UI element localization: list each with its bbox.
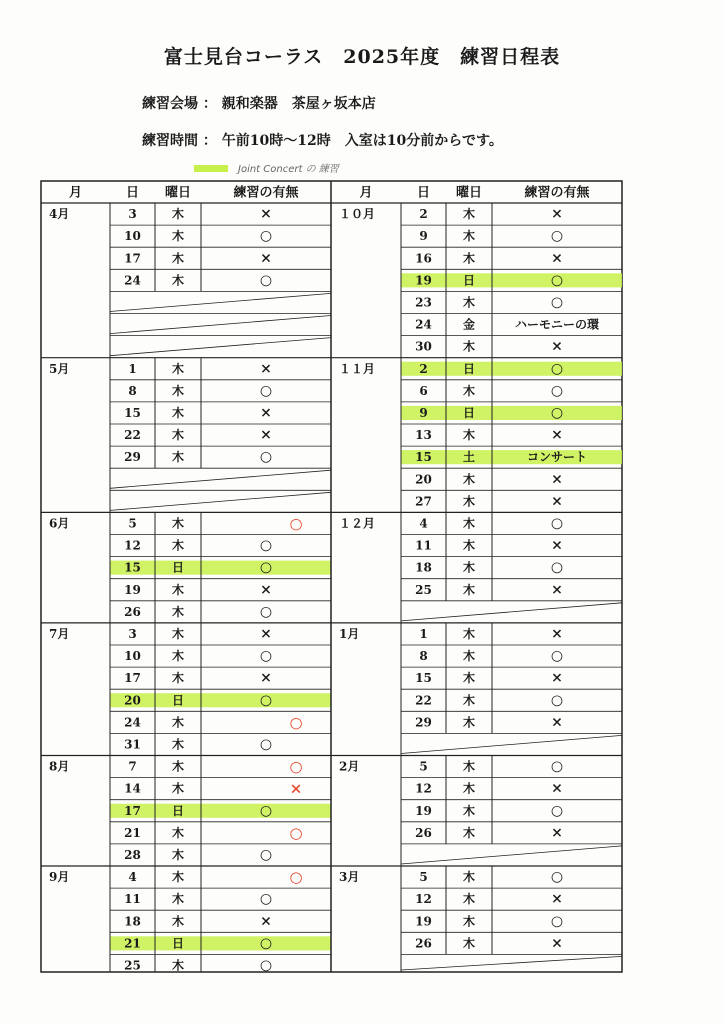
practice-mark: ○ — [259, 802, 273, 819]
day-cell: 2 — [419, 207, 428, 222]
practice-mark: ○ — [550, 360, 564, 377]
highlight-band — [110, 936, 331, 950]
page-title: 富士見台コーラス 2025年度 練習日程表 — [163, 46, 561, 68]
day-cell: 17 — [124, 803, 141, 818]
weekday-cell: 木 — [462, 803, 476, 818]
practice-mark-red: ○ — [289, 823, 303, 842]
weekday-cell: 木 — [171, 781, 185, 796]
practice-mark: コンサート — [526, 450, 588, 465]
month-label: 5月 — [49, 361, 70, 376]
highlight-band — [110, 561, 331, 575]
practice-mark: ○ — [259, 537, 273, 554]
day-cell: 21 — [124, 936, 141, 951]
highlight-band — [110, 804, 331, 818]
practice-mark: ○ — [550, 228, 564, 245]
weekday-cell: 木 — [462, 825, 476, 840]
weekday-cell: 木 — [171, 229, 185, 244]
weekday-cell: 木 — [171, 892, 185, 907]
weekday-cell: 木 — [462, 207, 476, 222]
highlight-band — [401, 273, 622, 287]
day-cell: 17 — [124, 251, 141, 266]
practice-mark: ○ — [259, 382, 273, 399]
month-label: 2月 — [339, 759, 360, 774]
day-cell: 19 — [415, 803, 432, 818]
weekday-cell: 木 — [171, 273, 185, 288]
practice-mark: × — [551, 338, 563, 355]
weekday-cell: 木 — [462, 715, 476, 730]
practice-mark: × — [260, 250, 272, 267]
day-cell: 12 — [415, 781, 432, 796]
weekday-cell: 木 — [171, 450, 185, 465]
weekday-cell: 日 — [171, 803, 185, 818]
practice-mark: ○ — [550, 913, 564, 930]
practice-mark: ○ — [550, 272, 564, 289]
weekday-cell: 木 — [171, 428, 185, 443]
empty-slash — [401, 735, 622, 753]
month-label: １１月 — [339, 361, 376, 376]
legend-note: Joint Concert の 練習 — [238, 164, 339, 175]
weekday-cell: 日 — [462, 361, 476, 376]
day-cell: 19 — [415, 914, 432, 929]
highlight-band — [401, 406, 622, 420]
day-cell: 6 — [419, 383, 428, 398]
day-cell: 20 — [124, 693, 141, 708]
weekday-cell: 木 — [462, 295, 476, 310]
highlight-band — [401, 450, 622, 464]
practice-mark: × — [551, 891, 563, 908]
weekday-cell: 木 — [171, 715, 185, 730]
weekday-cell: 日 — [462, 273, 476, 288]
weekday-cell: 木 — [171, 825, 185, 840]
header-status-right: 練習の有無 — [524, 185, 590, 201]
weekday-cell: 木 — [171, 737, 185, 752]
day-cell: 10 — [124, 229, 141, 244]
practice-mark: ○ — [259, 228, 273, 245]
weekday-cell: 木 — [171, 958, 185, 973]
day-cell: 25 — [124, 958, 141, 973]
practice-mark: ○ — [550, 515, 564, 532]
practice-mark-red: ○ — [289, 868, 303, 887]
weekday-cell: 木 — [462, 870, 476, 885]
day-cell: 18 — [415, 560, 432, 575]
weekday-cell: 木 — [171, 671, 185, 686]
day-cell: 8 — [419, 649, 428, 664]
weekday-cell: 金 — [462, 317, 476, 332]
empty-slash — [401, 956, 622, 970]
weekday-cell: 木 — [462, 383, 476, 398]
practice-mark: × — [260, 206, 272, 223]
day-cell: 29 — [124, 450, 141, 465]
practice-mark: × — [260, 360, 272, 377]
weekday-cell: 木 — [462, 339, 476, 354]
highlight-band — [110, 693, 331, 707]
day-cell: 2 — [419, 361, 428, 376]
practice-mark-red: × — [289, 779, 303, 798]
day-cell: 26 — [415, 825, 432, 840]
header-weekday-right: 曜日 — [455, 185, 483, 201]
day-cell: 16 — [415, 251, 432, 266]
day-cell: 15 — [415, 450, 432, 465]
header-status-left: 練習の有無 — [233, 185, 299, 201]
practice-mark: ○ — [550, 692, 564, 709]
day-cell: 12 — [124, 538, 141, 553]
month-label: １２月 — [339, 516, 376, 531]
weekday-cell: 木 — [462, 472, 476, 487]
header-month-right: 月 — [359, 185, 373, 201]
empty-slash — [401, 846, 622, 864]
practice-mark: × — [551, 935, 563, 952]
weekday-cell: 木 — [171, 914, 185, 929]
practice-mark: ○ — [259, 648, 273, 665]
practice-mark: ○ — [259, 559, 273, 576]
day-cell: 23 — [415, 295, 432, 310]
practice-mark: × — [551, 581, 563, 598]
day-cell: 9 — [419, 405, 428, 420]
weekday-cell: 木 — [462, 538, 476, 553]
day-cell: 15 — [415, 671, 432, 686]
weekday-cell: 木 — [462, 914, 476, 929]
day-cell: 12 — [415, 892, 432, 907]
day-cell: 1 — [128, 361, 137, 376]
practice-mark: ○ — [259, 891, 273, 908]
empty-slash — [401, 603, 622, 621]
month-label: 3月 — [339, 870, 360, 885]
practice-mark: × — [260, 625, 272, 642]
practice-mark: × — [551, 250, 563, 267]
practice-mark: ○ — [259, 449, 273, 466]
practice-mark: ハーモニーの環 — [514, 317, 600, 332]
day-cell: 24 — [124, 273, 141, 288]
practice-mark: ○ — [259, 272, 273, 289]
weekday-cell: 木 — [171, 538, 185, 553]
empty-slash — [110, 316, 331, 334]
practice-mark: × — [551, 537, 563, 554]
day-cell: 25 — [415, 582, 432, 597]
venue-info: 練習会場 ： 親和楽器 茶屋ヶ坂本店 — [142, 96, 376, 112]
day-cell: 11 — [124, 892, 141, 907]
practice-mark: × — [551, 625, 563, 642]
practice-mark: × — [260, 670, 272, 687]
day-cell: 19 — [124, 582, 141, 597]
weekday-cell: 日 — [171, 693, 185, 708]
empty-slash — [110, 293, 331, 311]
weekday-cell: 木 — [462, 759, 476, 774]
empty-slash — [110, 338, 331, 356]
weekday-cell: 土 — [462, 450, 476, 465]
day-cell: 21 — [124, 825, 141, 840]
practice-mark: ○ — [259, 736, 273, 753]
practice-mark: × — [551, 780, 563, 797]
practice-mark-red: ○ — [289, 713, 303, 732]
weekday-cell: 木 — [171, 383, 185, 398]
day-cell: 29 — [415, 715, 432, 730]
highlight-band — [401, 362, 622, 376]
day-cell: 1 — [419, 626, 428, 641]
day-cell: 5 — [128, 516, 137, 531]
day-cell: 5 — [419, 759, 428, 774]
practice-mark: ○ — [550, 802, 564, 819]
weekday-cell: 木 — [171, 582, 185, 597]
month-label: 4月 — [49, 207, 70, 222]
weekday-cell: 木 — [171, 626, 185, 641]
weekday-cell: 木 — [462, 428, 476, 443]
weekday-cell: 木 — [462, 626, 476, 641]
day-cell: 3 — [128, 626, 137, 641]
header-day-right: 日 — [416, 185, 431, 201]
day-cell: 7 — [128, 759, 137, 774]
weekday-cell: 木 — [171, 207, 185, 222]
practice-mark: × — [551, 824, 563, 841]
weekday-cell: 木 — [171, 649, 185, 664]
weekday-cell: 木 — [171, 251, 185, 266]
weekday-cell: 木 — [462, 936, 476, 951]
day-cell: 5 — [419, 870, 428, 885]
practice-mark: ○ — [550, 559, 564, 576]
weekday-cell: 日 — [171, 936, 185, 951]
practice-mark: × — [260, 427, 272, 444]
day-cell: 31 — [124, 737, 141, 752]
month-label: 1月 — [339, 626, 360, 641]
weekday-cell: 木 — [171, 847, 185, 862]
month-label: 8月 — [49, 759, 70, 774]
day-cell: 26 — [124, 604, 141, 619]
day-cell: 22 — [124, 428, 141, 443]
hours-info: 練習時間 ： 午前10時～12時 入室は10分前からです。 — [142, 133, 503, 149]
day-cell: 13 — [415, 428, 432, 443]
day-cell: 28 — [124, 847, 141, 862]
day-cell: 8 — [128, 383, 137, 398]
practice-mark: × — [551, 471, 563, 488]
day-cell: 27 — [415, 494, 432, 509]
practice-mark: × — [551, 427, 563, 444]
day-cell: 26 — [415, 936, 432, 951]
practice-mark: ○ — [259, 957, 273, 974]
weekday-cell: 木 — [462, 649, 476, 664]
practice-mark: × — [260, 404, 272, 421]
weekday-cell: 木 — [171, 759, 185, 774]
practice-mark: ○ — [550, 404, 564, 421]
practice-mark: × — [551, 493, 563, 510]
weekday-cell: 木 — [171, 870, 185, 885]
month-label: １０月 — [339, 207, 376, 222]
day-cell: 20 — [415, 472, 432, 487]
empty-slash — [110, 470, 331, 488]
header-weekday-left: 曜日 — [164, 185, 192, 201]
weekday-cell: 木 — [462, 781, 476, 796]
practice-mark: ○ — [259, 935, 273, 952]
day-cell: 18 — [124, 914, 141, 929]
practice-mark: × — [551, 714, 563, 731]
weekday-cell: 木 — [462, 560, 476, 575]
day-cell: 11 — [415, 538, 432, 553]
day-cell: 17 — [124, 671, 141, 686]
practice-mark: × — [260, 913, 272, 930]
practice-mark: ○ — [550, 758, 564, 775]
practice-mark: ○ — [550, 869, 564, 886]
day-cell: 10 — [124, 649, 141, 664]
practice-mark: ○ — [259, 603, 273, 620]
practice-mark-red: ○ — [289, 757, 303, 776]
weekday-cell: 日 — [462, 405, 476, 420]
weekday-cell: 木 — [171, 361, 185, 376]
day-cell: 9 — [419, 229, 428, 244]
weekday-cell: 木 — [462, 516, 476, 531]
day-cell: 15 — [124, 405, 141, 420]
day-cell: 24 — [415, 317, 432, 332]
header-day-left: 日 — [125, 185, 140, 201]
practice-mark-red: ○ — [289, 514, 303, 533]
practice-mark: ○ — [259, 692, 273, 709]
day-cell: 15 — [124, 560, 141, 575]
practice-mark: × — [551, 206, 563, 223]
weekday-cell: 木 — [462, 251, 476, 266]
practice-mark: × — [260, 581, 272, 598]
weekday-cell: 木 — [171, 604, 185, 619]
weekday-cell: 木 — [462, 693, 476, 708]
practice-mark: ○ — [259, 846, 273, 863]
practice-mark: ○ — [550, 382, 564, 399]
day-cell: 4 — [128, 870, 137, 885]
weekday-cell: 木 — [462, 494, 476, 509]
header-month-left: 月 — [68, 185, 83, 201]
weekday-cell: 木 — [462, 229, 476, 244]
day-cell: 3 — [128, 207, 137, 222]
weekday-cell: 木 — [462, 582, 476, 597]
day-cell: 19 — [415, 273, 432, 288]
month-label: 7月 — [49, 626, 70, 641]
day-cell: 22 — [415, 693, 432, 708]
practice-mark: ○ — [550, 648, 564, 665]
day-cell: 14 — [124, 781, 141, 796]
weekday-cell: 木 — [171, 516, 185, 531]
day-cell: 4 — [419, 516, 428, 531]
month-label: 9月 — [49, 870, 70, 885]
day-cell: 24 — [124, 715, 141, 730]
weekday-cell: 日 — [171, 560, 185, 575]
practice-mark: ○ — [550, 294, 564, 311]
weekday-cell: 木 — [171, 405, 185, 420]
month-label: 6月 — [49, 516, 70, 531]
practice-mark: × — [551, 670, 563, 687]
weekday-cell: 木 — [462, 892, 476, 907]
empty-slash — [110, 492, 331, 510]
day-cell: 30 — [415, 339, 432, 354]
weekday-cell: 木 — [462, 671, 476, 686]
